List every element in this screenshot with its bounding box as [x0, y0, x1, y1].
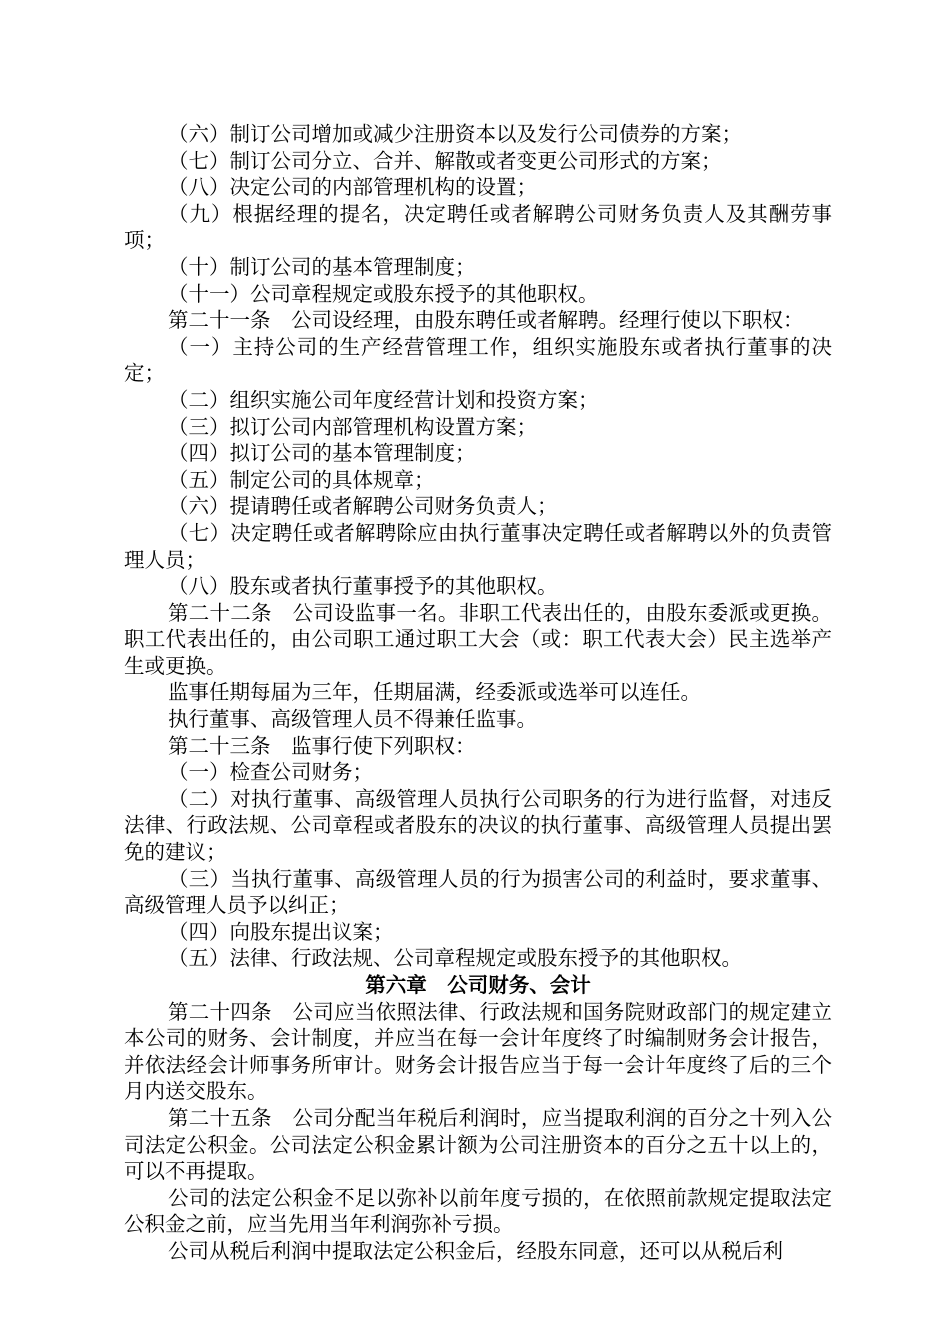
- paragraph: （七）制订公司分立、合并、解散或者变更公司形式的方案；: [168, 148, 722, 173]
- paragraph: （九）根据经理的提名，决定聘任或者解聘公司财务负责人及其酬劳事项；: [124, 201, 832, 253]
- paragraph: （五）法律、行政法规、公司章程规定或股东授予的其他职权。: [168, 946, 742, 971]
- paragraph: 公司从税后利润中提取法定公积金后，经股东同意，还可以从税后利: [168, 1238, 783, 1263]
- article-paragraph: 第二十三条 监事行使下列职权：: [168, 733, 476, 758]
- paragraph: （八）股东或者执行董事授予的其他职权。: [168, 574, 558, 599]
- paragraph: （二）组织实施公司年度经营计划和投资方案；: [168, 387, 599, 412]
- paragraph: （六）提请聘任或者解聘公司财务负责人；: [168, 494, 558, 519]
- article-paragraph: 第二十四条 公司应当依照法律、行政法规和国务院财政部门的规定建立本公司的财务、会计制度，并应当在每一会计年度终了时编制财务会计报告，并依法经会计师事务所审计。财务会计报告应当于每一会计年度终了后的三个月内送交股东。: [124, 999, 832, 1104]
- paragraph: （十一）公司章程规定或股东授予的其他职权。: [168, 281, 599, 306]
- paragraph: 监事任期每届为三年，任期届满，经委派或选举可以连任。: [168, 680, 701, 705]
- document-page: [124, 121, 832, 1265]
- paragraph: （一）检查公司财务；: [168, 760, 373, 785]
- paragraph: （七）决定聘任或者解聘除应由执行董事决定聘任或者解聘以外的负责管理人员；: [124, 520, 832, 572]
- article-paragraph: 第二十二条 公司设监事一名。非职工代表出任的，由股东委派或更换。职工代表出任的，由公司职工通过职工大会（或：职工代表大会）民主选举产生或更换。: [124, 600, 832, 678]
- paragraph: （三）当执行董事、高级管理人员的行为损害公司的利益时，要求董事、高级管理人员予以纠正；: [124, 866, 832, 918]
- paragraph: （三）拟订公司内部管理机构设置方案；: [168, 414, 537, 439]
- paragraph: （一）主持公司的生产经营管理工作，组织实施股东或者执行董事的决定；: [124, 334, 832, 386]
- paragraph: （五）制定公司的具体规章；: [168, 467, 435, 492]
- chapter-heading: 第六章 公司财务、会计: [365, 973, 591, 997]
- paragraph: 公司的法定公积金不足以弥补以前年度亏损的，在依照前款规定提取法定公积金之前，应当先用当年利润弥补亏损。: [124, 1185, 832, 1237]
- paragraph: （二）对执行董事、高级管理人员执行公司职务的行为进行监督，对违反法律、行政法规、公司章程或者股东的决议的执行董事、高级管理人员提出罢免的建议；: [124, 786, 832, 865]
- article-paragraph: 第二十五条 公司分配当年税后利润时，应当提取利润的百分之十列入公司法定公积金。公司法定公积金累计额为公司注册资本的百分之五十以上的，可以不再提取。: [124, 1105, 832, 1184]
- paragraph: 执行董事、高级管理人员不得兼任监事。: [168, 707, 537, 732]
- paragraph: （十）制订公司的基本管理制度；: [168, 254, 476, 279]
- article-paragraph: 第二十一条 公司设经理，由股东聘任或者解聘。经理行使以下职权：: [168, 308, 804, 333]
- paragraph: （四）拟订公司的基本管理制度；: [168, 441, 476, 466]
- paragraph: （六）制订公司增加或减少注册资本以及发行公司债券的方案；: [168, 122, 742, 146]
- paragraph: （四）向股东提出议案；: [168, 919, 394, 944]
- paragraph: （八）决定公司的内部管理机构的设置；: [168, 175, 537, 200]
